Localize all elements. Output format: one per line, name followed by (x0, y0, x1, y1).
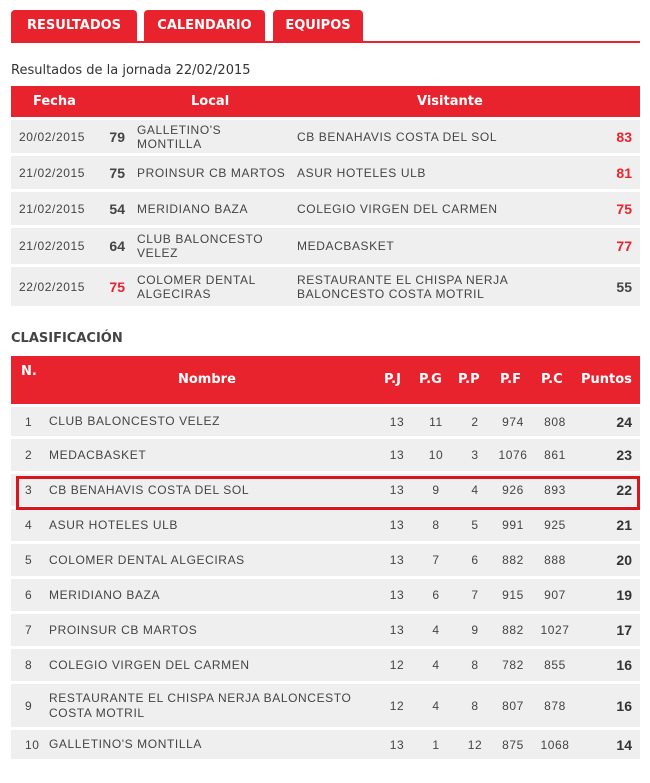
points-for: 882 (502, 623, 524, 637)
points-for: 1076 (498, 448, 528, 462)
lost: 3 (471, 448, 479, 462)
won: 7 (432, 553, 440, 567)
standings-header (11, 356, 640, 404)
header-pj: P.J (384, 372, 401, 387)
result-visitor-team: MEDACBASKET (297, 239, 395, 253)
total-points: 16 (616, 697, 632, 714)
won: 6 (432, 588, 440, 602)
result-date: 21/02/2015 (19, 239, 86, 253)
result-row (11, 153, 640, 189)
total-points: 14 (616, 736, 632, 753)
played: 13 (389, 414, 405, 429)
lost: 7 (471, 588, 479, 602)
position: 10 (25, 737, 40, 752)
lost: 8 (471, 698, 479, 713)
result-local-team: GALLETINO'S MONTILLA (137, 122, 222, 151)
team-name: RESTAURANTE EL CHISPA NERJA BALONCESTO COSTA MOTRIL (49, 690, 352, 720)
result-visitor-score: 83 (616, 128, 632, 145)
played: 13 (389, 737, 405, 752)
won: 11 (429, 414, 443, 429)
total-points: 16 (616, 657, 632, 673)
points-for: 807 (502, 698, 524, 713)
result-visitor-team: COLEGIO VIRGEN DEL CARMEN (297, 201, 498, 216)
standings-row (11, 506, 640, 541)
result-row (11, 189, 640, 225)
team-name: PROINSUR CB MARTOS (49, 622, 198, 637)
played: 13 (389, 553, 405, 567)
result-visitor-score: 55 (616, 278, 632, 295)
result-visitor-team: CB BENAHAVIS COSTA DEL SOL (297, 129, 498, 144)
lost: 4 (471, 483, 479, 497)
lost: 5 (471, 518, 479, 532)
result-local-score: 79 (109, 128, 125, 145)
won: 8 (432, 518, 440, 532)
won: 4 (432, 698, 440, 713)
standings-row (11, 436, 640, 471)
played: 13 (389, 483, 405, 497)
team-name: COLOMER DENTAL ALGECIRAS (49, 552, 245, 567)
total-points: 22 (616, 482, 632, 498)
result-visitor-score: 77 (616, 238, 632, 254)
points-against: 808 (544, 414, 566, 429)
played: 12 (389, 698, 405, 713)
result-local-score: 54 (109, 200, 125, 217)
results-header (11, 86, 640, 117)
played: 13 (389, 588, 405, 602)
header-date: Fecha (33, 94, 76, 109)
result-date: 20/02/2015 (19, 129, 86, 144)
points-against: 855 (544, 658, 566, 672)
points-against: 861 (544, 448, 566, 462)
header-local: Local (191, 94, 230, 109)
header-visitor: Visitante (417, 94, 483, 109)
lost: 8 (471, 658, 479, 672)
points-against: 893 (544, 483, 566, 497)
position: 5 (25, 553, 33, 567)
points-against: 1068 (540, 737, 570, 752)
points-against: 1027 (540, 623, 570, 637)
result-local-score: 75 (109, 164, 125, 181)
won: 4 (432, 658, 440, 672)
standings-row (11, 471, 640, 506)
total-points: 24 (616, 413, 632, 430)
points-for: 926 (502, 483, 524, 497)
position: 1 (25, 414, 33, 429)
team-name: COLEGIO VIRGEN DEL CARMEN (49, 657, 250, 672)
won: 4 (432, 623, 440, 637)
header-pc: P.C (541, 372, 563, 387)
points-for: 875 (502, 737, 524, 752)
result-local-team: COLOMER DENTAL ALGECIRAS (137, 272, 256, 301)
played: 13 (389, 448, 405, 462)
result-row (11, 264, 640, 306)
points-for: 991 (502, 518, 524, 532)
result-local-team: MERIDIANO BAZA (137, 201, 249, 216)
points-against: 888 (544, 553, 566, 567)
result-visitor-score: 75 (616, 200, 632, 217)
header-pts: Puntos (581, 372, 632, 387)
points-against: 925 (544, 518, 566, 532)
points-for: 915 (502, 588, 524, 602)
header-pf: P.F (500, 372, 521, 387)
result-local-score: 64 (109, 238, 125, 254)
standings-row (11, 727, 640, 759)
lost: 6 (471, 553, 479, 567)
total-points: 17 (616, 622, 632, 638)
standings-row (11, 681, 640, 727)
result-row (11, 225, 640, 264)
result-visitor-score: 81 (616, 164, 632, 181)
header-pg: P.G (419, 372, 442, 387)
lost: 2 (471, 414, 479, 429)
result-local-team: PROINSUR CB MARTOS (137, 165, 286, 180)
won: 10 (428, 448, 444, 462)
header-name: Nombre (178, 372, 236, 387)
total-points: 19 (616, 587, 632, 603)
standings-table (11, 356, 640, 759)
result-local-team: CLUB BALONCESTO VELEZ (137, 232, 264, 260)
played: 13 (389, 518, 405, 532)
result-date: 21/02/2015 (19, 201, 86, 216)
total-points: 20 (616, 552, 632, 568)
result-date: 21/02/2015 (19, 165, 86, 180)
position: 9 (25, 698, 33, 713)
team-name: MEDACBASKET (49, 447, 147, 462)
tab-calendario[interactable]: CALENDARIO (144, 10, 265, 41)
points-for: 974 (502, 414, 524, 429)
result-local-score: 75 (109, 278, 125, 295)
points-for: 882 (502, 553, 524, 567)
lost: 9 (471, 623, 479, 637)
lost: 12 (467, 737, 483, 752)
position: 4 (25, 518, 33, 532)
team-name: GALLETINO'S MONTILLA (49, 737, 202, 751)
header-pp: P.P (458, 372, 480, 387)
results-table (11, 86, 640, 306)
standings-row (11, 404, 640, 436)
standings-row (11, 611, 640, 646)
position: 6 (25, 588, 33, 602)
result-visitor-team: RESTAURANTE EL CHISPA NERJA BALONCESTO COSTA MOTRIL (297, 272, 508, 301)
total-points: 23 (616, 447, 632, 463)
standings-row (11, 576, 640, 611)
result-visitor-team: ASUR HOTELES ULB (297, 165, 426, 180)
standings-row (11, 541, 640, 576)
points-against: 907 (544, 588, 566, 602)
team-name: MERIDIANO BAZA (49, 587, 161, 602)
points-for: 782 (502, 658, 524, 672)
team-name: ASUR HOTELES ULB (49, 517, 178, 532)
tab-bar (11, 10, 640, 43)
standings-row (11, 646, 640, 681)
position: 8 (25, 658, 33, 672)
standings-title: CLASIFICACIÓN (11, 331, 123, 346)
header-n: N. (21, 364, 37, 379)
team-name: CB BENAHAVIS COSTA DEL SOL (49, 482, 250, 497)
played: 13 (389, 623, 405, 637)
results-title: Resultados de la jornada 22/02/2015 (11, 63, 251, 78)
team-name: CLUB BALONCESTO VELEZ (49, 414, 221, 428)
won: 1 (432, 737, 440, 752)
result-row (11, 117, 640, 153)
tab-resultados[interactable]: RESULTADOS (11, 10, 137, 41)
played: 12 (389, 658, 405, 672)
won: 9 (432, 483, 440, 497)
tab-equipos[interactable]: EQUIPOS (273, 10, 363, 41)
position: 3 (25, 483, 33, 497)
position: 7 (25, 623, 33, 637)
position: 2 (25, 448, 33, 462)
points-against: 878 (544, 698, 566, 713)
result-date: 22/02/2015 (19, 279, 86, 294)
total-points: 21 (616, 517, 632, 533)
